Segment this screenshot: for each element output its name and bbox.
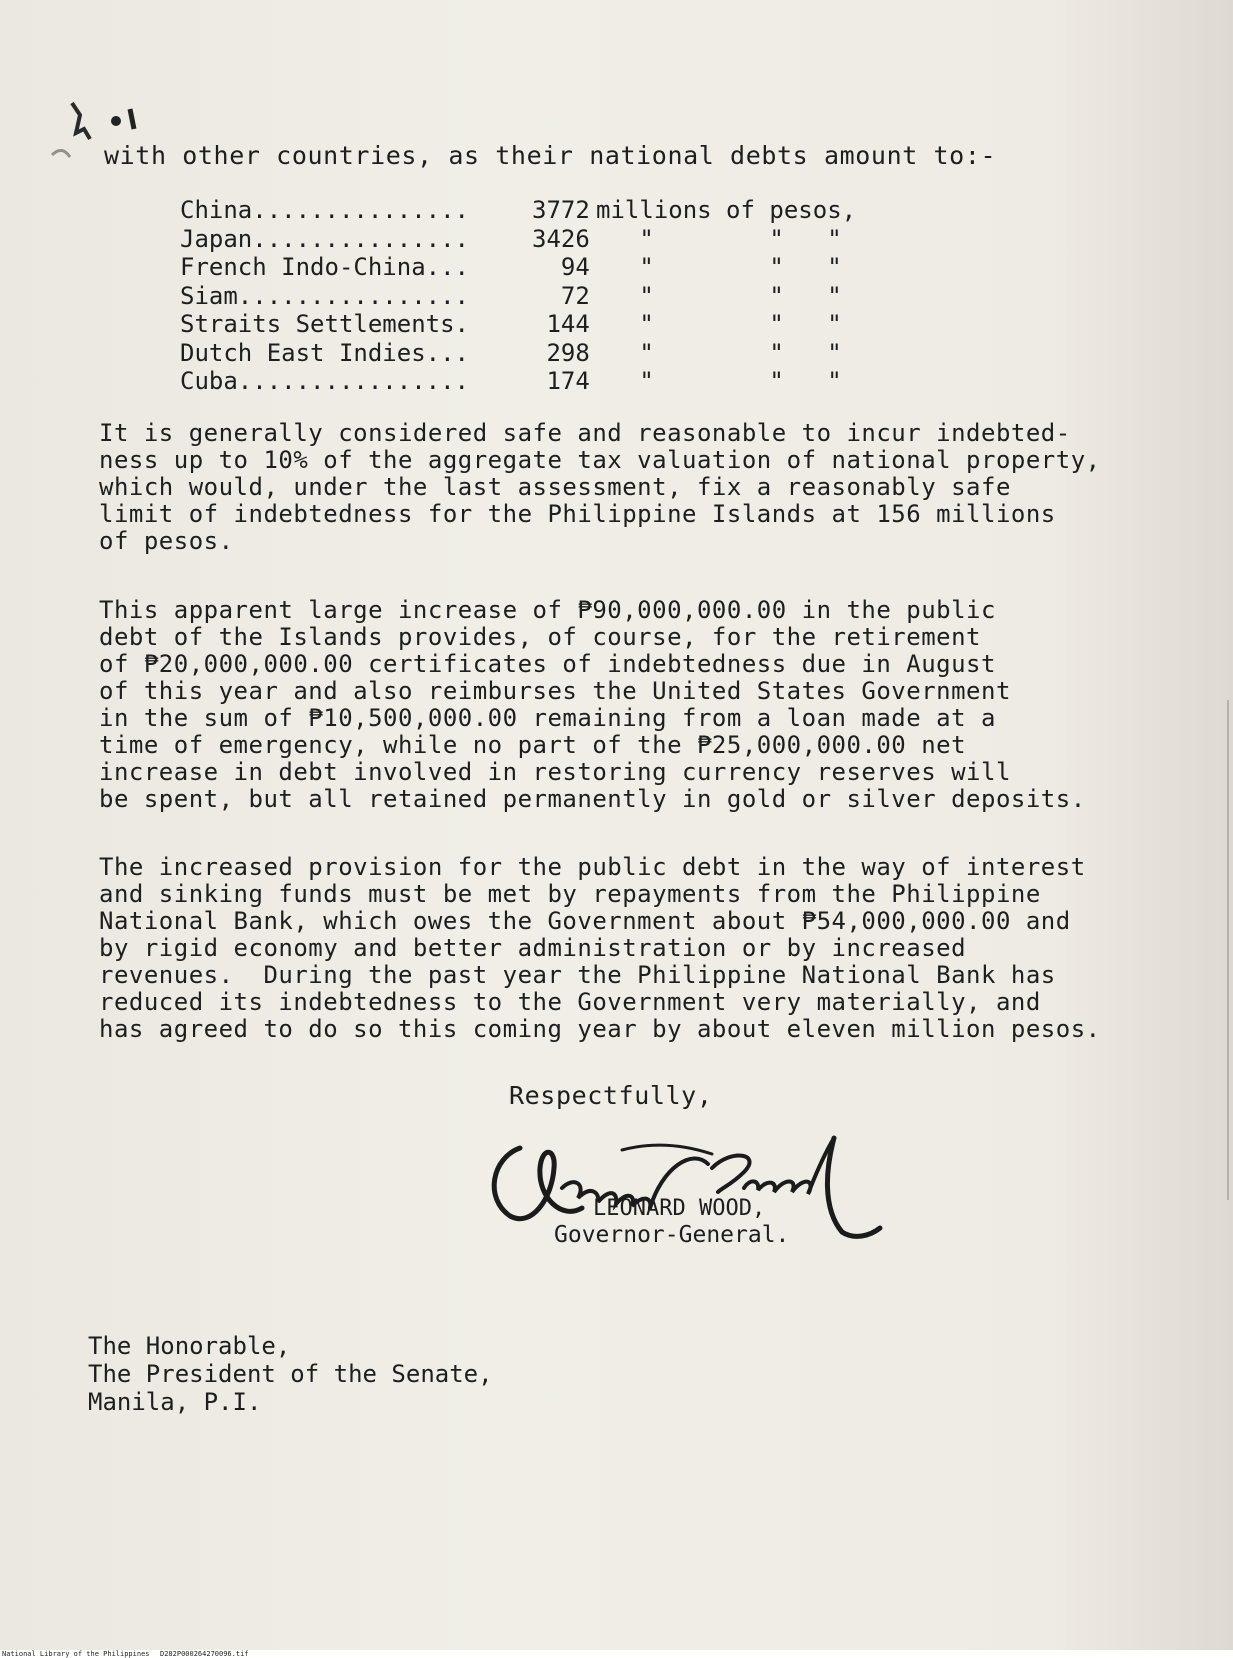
paragraph-repayment: The increased provision for the public debt in the way of interest and sinking funds must be met by repayments from the Philippine National Bank, which owes the Government about ₱54,000,000.00 and by rigid economy and better administration or by increased revenues. During the past year the Philippine National Bank has reduced its indebtedness to the Government very materially, and has agreed to do so this coming year by about eleven million pesos.: [99, 853, 1101, 1043]
debt-unit: " " ": [596, 224, 842, 253]
addressee-block: The Honorable, The President of the Senate, Manila, P.I.: [88, 1332, 493, 1416]
debt-unit: " " ": [596, 338, 842, 367]
debt-unit: " " ": [596, 310, 842, 338]
debt-amount: 3426: [532, 224, 590, 253]
debt-row: [180, 367, 896, 396]
debt-unit: " " ": [596, 281, 842, 310]
debt-amount: 72: [532, 281, 590, 310]
page-edge-shadow: [1227, 700, 1229, 1200]
signer-name: LEONARD WOOD,: [593, 1196, 766, 1221]
closing-salutation: Respectfully,: [509, 1081, 713, 1110]
debt-row: [180, 225, 896, 254]
debt-amount: 144: [532, 310, 590, 338]
debt-row: [180, 310, 896, 339]
debt-country: Japan...............: [180, 224, 469, 253]
debt-amount: 94: [532, 253, 590, 281]
debt-unit: " " ": [596, 253, 842, 281]
debt-country: Cuba................: [180, 367, 469, 395]
debt-row: [180, 282, 896, 311]
debt-unit: " " ": [596, 367, 842, 395]
debt-row: [180, 253, 896, 282]
debt-amount: 3772: [532, 196, 590, 224]
debt-amount: 174: [532, 367, 590, 395]
archive-footer: [0, 1650, 1233, 1658]
debt-unit: millions of pesos,: [596, 196, 857, 224]
paragraph-debt-limit: It is generally considered safe and reasonable to incur indebted- ness up to 10% of the aggregate tax valuation of national property, which would, under the last assessment, fix a reasonably safe limit of indebtedness for the Philippine Islands at 156 millions of pesos.: [99, 419, 1101, 555]
debt-amount: 298: [532, 338, 590, 367]
debt-country: French Indo-China...: [180, 253, 469, 281]
debt-country: Dutch East Indies...: [180, 338, 469, 367]
debt-row: [180, 196, 896, 225]
national-debt-table: [180, 196, 896, 396]
footer-filename: D282P000264270096.tif: [160, 1650, 249, 1658]
debt-country: Siam................: [180, 281, 469, 310]
debt-row: [180, 339, 896, 368]
opening-line: with other countries, as their national debts amount to:-: [104, 141, 997, 170]
debt-country: Straits Settlements.: [180, 310, 469, 338]
signer-title: Governor-General.: [554, 1222, 790, 1248]
debt-country: China...............: [180, 196, 469, 224]
footer-library: National Library of the Philippines: [2, 1650, 150, 1658]
paragraph-debt-increase: This apparent large increase of ₱90,000,000.00 in the public debt of the Islands provides, of course, for the retirement of ₱20,000,000.00 certificates of indebtedness due in August of this year and also reimburses the United States Government in the sum of ₱10,500,000.00 remaining from a loan made at a time of emergency, while no part of the ₱25,000,000.00 net increase in debt involved in restoring currency reserves will be spent, but all retained permanently in gold or silver deposits.: [99, 596, 1086, 813]
